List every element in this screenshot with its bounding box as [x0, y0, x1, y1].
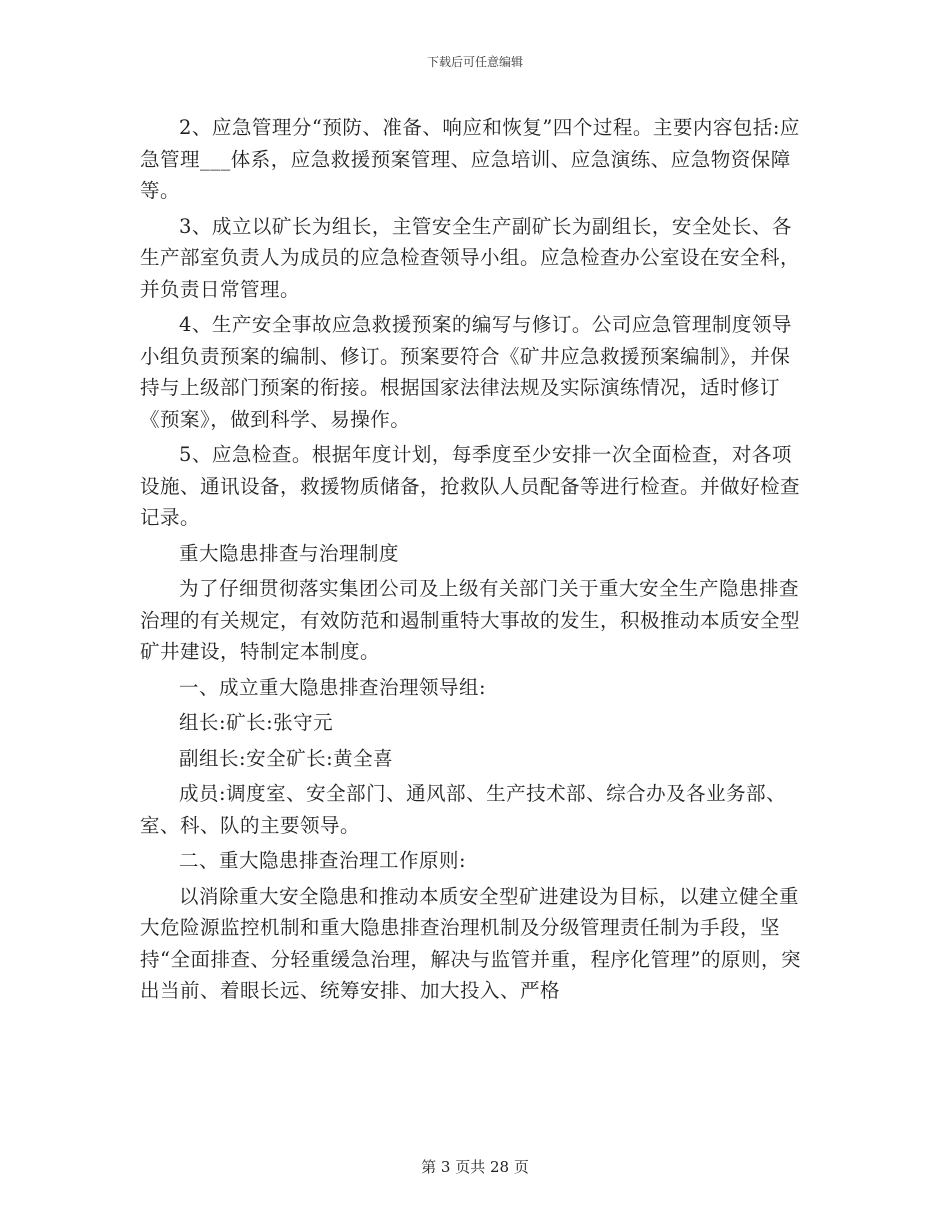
page-footer: 第 3 页共 28 页 [421, 1158, 529, 1176]
paragraph-principles: 以消除重大安全隐患和推动本质安全型矿进建设为目标，以建立健全重大危险源监控机制和重大隐患排查治理机制及分级管理责任制为手段，坚持“全面排查、分轻重缓急治理，解决与监管并重，程序化管理”的原则，突出当前、着眼长远、统筹安排、加大投入、严格 [140, 884, 801, 1002]
page-header: 下载后可任意编辑 [426, 55, 523, 69]
document-body [140, 112, 810, 1011]
paragraph-emergency-process: 2、应急管理分“预防、准备、响应和恢复”四个过程。主要内容包括:应急管理___体系，应急救援预案管理、应急培训、应急演练、应急物资保障等。 [140, 116, 800, 202]
line-group-leader: 组长:矿长:张守元 [179, 711, 334, 734]
line-deputy-leader: 副组长:安全矿长:黄全喜 [179, 746, 394, 770]
heading-leadership-group: 一、成立重大隐患排查治理领导组: [179, 675, 487, 699]
paragraph-members: 成员:调度室、安全部门、通风部、生产技术部、综合办及各业务部、室、科、队的主要领导。 [140, 782, 787, 837]
section-title-hazard-system: 重大隐患排查与治理制度 [179, 541, 400, 565]
paragraph-inspection-group: 3、成立以矿长为组长，主管安全生产副矿长为副组长，安全处长、各生产部室负责人为成员的应急检查领导小组。应急检查办公室设在安全科，并负责日常管理。 [140, 214, 801, 301]
heading-work-principles: 二、重大隐患排查治理工作原则: [179, 849, 467, 872]
paragraph-emergency-check: 5、应急检查。根据年度计划，每季度至少安排一次全面检查，对各项设施、通讯设备，救援物质储备，抢救队人员配备等进行检查。并做好检查记录。 [140, 443, 801, 529]
paragraph-purpose: 为了仔细贯彻落实集团公司及上级有关部门关于重大安全生产隐患排查治理的有关规定，有效防范和遏制重特大事故的发生，积极推动本质安全型矿井建设，特制定本制度。 [140, 577, 801, 663]
paragraph-plan-revision: 4、生产安全事故应急救援预案的编写与修订。公司应急管理制度领导小组负责预案的编制、修订。预案要符合《矿井应急救援预案编制》，并保持与上级部门预案的衔接。根据国家法律法规及实际演练情况，适时修订《预案》，做到科学、易操作。 [140, 313, 792, 431]
